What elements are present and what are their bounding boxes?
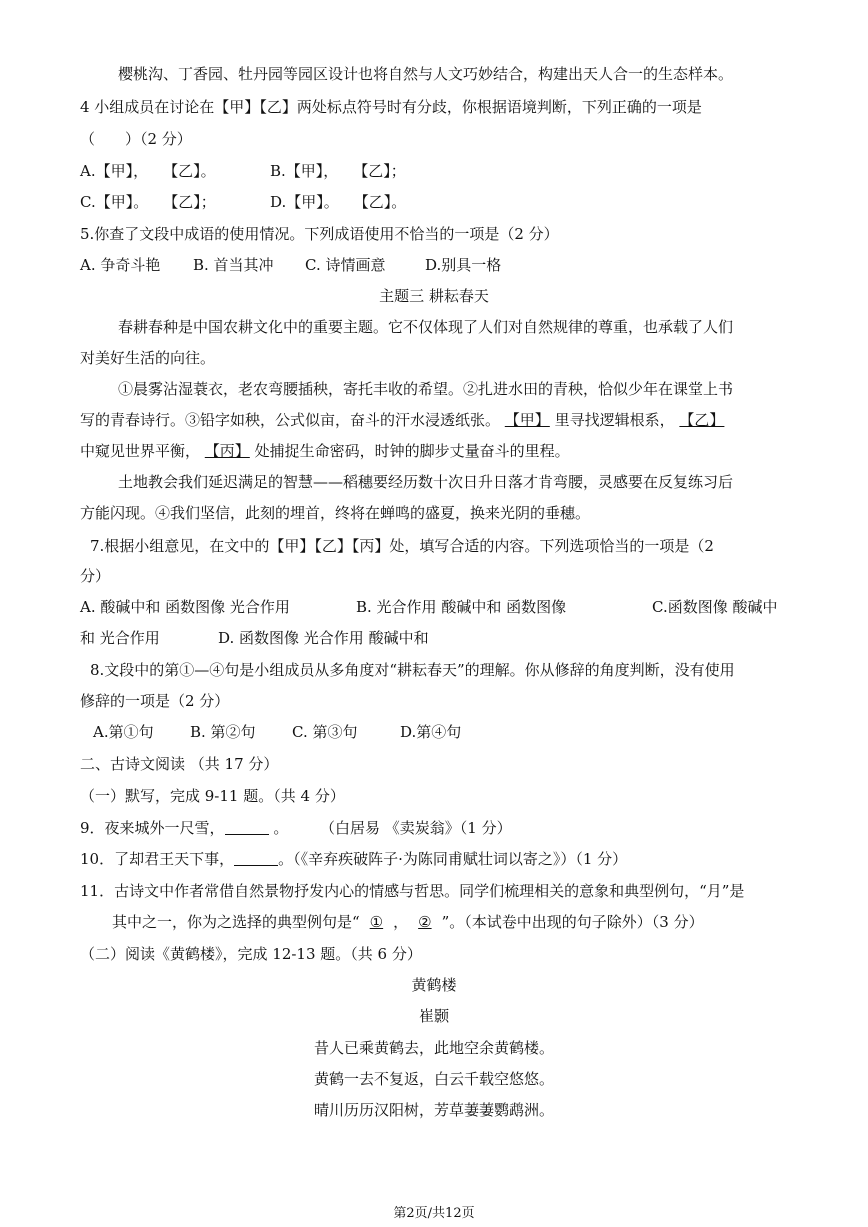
option-b: B. 第②句	[190, 723, 256, 741]
option-b: B. 光合作用 酸碱中和 函数图像	[356, 598, 567, 616]
question-8: 8.文段中的第①—④句是小组成员从多角度对“耕耘春天”的理解。你从修辞的角度判断，没有使用	[90, 661, 735, 679]
blank-bing: 【丙】	[204, 442, 250, 460]
text-segment: 里寻找逻辑根系，	[554, 411, 675, 429]
poem-line: 黄鹤一去不复返，白云千载空悠悠。	[313, 1070, 554, 1088]
text-segment: 9．夜来城外一尺雪，	[80, 819, 225, 837]
option-c: C. 第③句	[292, 723, 358, 741]
text-line: 樱桃沟、丁香园、牡丹园等园区设计也将自然与人文巧妙结合，构建出天人合一的生态样本。	[118, 65, 734, 83]
poem-title: 黄鹤楼	[411, 976, 457, 994]
option-a: A. 争奇斗艳	[80, 256, 161, 274]
option-d: D.【甲】。 【乙】。	[270, 193, 407, 211]
text-segment: ，	[393, 913, 409, 931]
question-11: 11．古诗文中作者常借自然景物抒发内心的情感与哲思。同学们梳理相关的意象和典型例句，“月”是	[80, 882, 745, 900]
question-10	[80, 849, 627, 869]
question-5: 5.你查了文段中成语的使用情况。下列成语使用不恰当的一项是（2 分）	[80, 225, 559, 243]
text-segment: 写的青春诗行。③铅字如秧，公式似亩，奋斗的汗水浸透纸张。	[80, 411, 501, 429]
text-segment: 10．了却君王天下事，	[80, 850, 235, 868]
question-4: 4 小组成员在讨论在【甲】【乙】两处标点符号时有分歧，你根据语境判断，下列正确的一项是	[80, 98, 702, 116]
subsection-heading: （一）默写，完成 9-11 题。（共 4 分）	[80, 787, 345, 805]
text-line: （ ）（2 分）	[80, 130, 192, 148]
option-b: B. 首当其冲	[193, 256, 274, 274]
option-d: D. 函数图像 光合作用 酸碱中和	[218, 629, 429, 647]
poem-line: 昔人已乘黄鹤去，此地空余黄鹤楼。	[313, 1039, 554, 1057]
answer-blank[interactable]	[225, 820, 269, 835]
option-c: C.函数图像 酸碱中	[652, 598, 778, 616]
text-line	[112, 912, 704, 932]
question-7: 7.根据小组意见，在文中的【甲】【乙】【丙】处，填写合适的内容。下列选项恰当的一项是（2	[90, 537, 714, 555]
text-segment: 。	[273, 819, 289, 837]
option-d: D.别具一格	[425, 256, 502, 274]
text-line: 对美好生活的向往。	[80, 349, 216, 367]
option-a: A. 酸碱中和 函数图像 光合作用	[80, 598, 290, 616]
text-segment: 。（《辛弃疾破阵子·为陈同甫赋壮词以寄之》）（1 分）	[278, 850, 628, 868]
page-footer: 第2页/共12页	[393, 1206, 475, 1221]
option-b: B.【甲】， 【乙】；	[270, 162, 406, 180]
section-heading: 主题三 耕耘春天	[379, 287, 489, 305]
text-line	[80, 410, 724, 430]
option-d: D.第④句	[400, 723, 462, 741]
text-line	[80, 441, 570, 461]
text-segment: 处捕捉生命密码，时钟的脚步丈量奋斗的里程。	[254, 442, 570, 460]
blank-jia: 【甲】	[504, 411, 550, 429]
section-heading: 二、古诗文阅读 （共 17 分）	[80, 755, 279, 773]
text-line: 土地教会我们延迟满足的智慧——稻穗要经历数十次日升日落才肯弯腰，灵感要在反复练习后	[118, 473, 734, 491]
text-segment: 其中之一，你为之选择的典型例句是“	[112, 913, 360, 931]
text-segment: 中窥见世界平衡，	[80, 442, 201, 460]
option-a: A.第①句	[93, 723, 154, 741]
text-line: 分）	[80, 567, 111, 585]
text-line: 方能闪现。④我们坚信，此刻的埋首，终将在蝉鸣的盛夏，换来光阴的垂穗。	[80, 504, 591, 522]
answer-blank-1[interactable]: ①	[369, 913, 384, 931]
answer-blank[interactable]	[234, 851, 278, 866]
poem-author: 崔颢	[418, 1007, 449, 1025]
blank-yi: 【乙】	[679, 411, 725, 429]
source-note: （白居易 《卖炭翁》（1 分）	[320, 819, 512, 837]
subsection-heading: （二）阅读《黄鹤楼》，完成 12-13 题。（共 6 分）	[80, 945, 422, 963]
text-line: 修辞的一项是（2 分）	[80, 692, 230, 710]
option-c: C.【甲】。 【乙】；	[80, 193, 216, 211]
option-c-cont: 和 光合作用	[80, 629, 160, 647]
question-9	[80, 818, 288, 838]
text-line: 春耕春种是中国农耕文化中的重要主题。它不仅体现了人们对自然规律的尊重，也承载了人们	[118, 318, 734, 336]
answer-blank-2[interactable]: ②	[418, 913, 432, 931]
text-segment: ”。（本试卷中出现的句子除外）（3 分）	[441, 913, 704, 931]
option-a: A.【甲】， 【乙】。	[80, 162, 216, 180]
option-c: C. 诗情画意	[305, 256, 386, 274]
text-line: ①晨雾沾湿蓑衣，老农弯腰插秧，寄托丰收的希望。②扎进水田的青秧，恰似少年在课堂上书	[118, 380, 734, 398]
poem-line: 晴川历历汉阳树，芳草萋萋鹦鹉洲。	[313, 1101, 554, 1119]
